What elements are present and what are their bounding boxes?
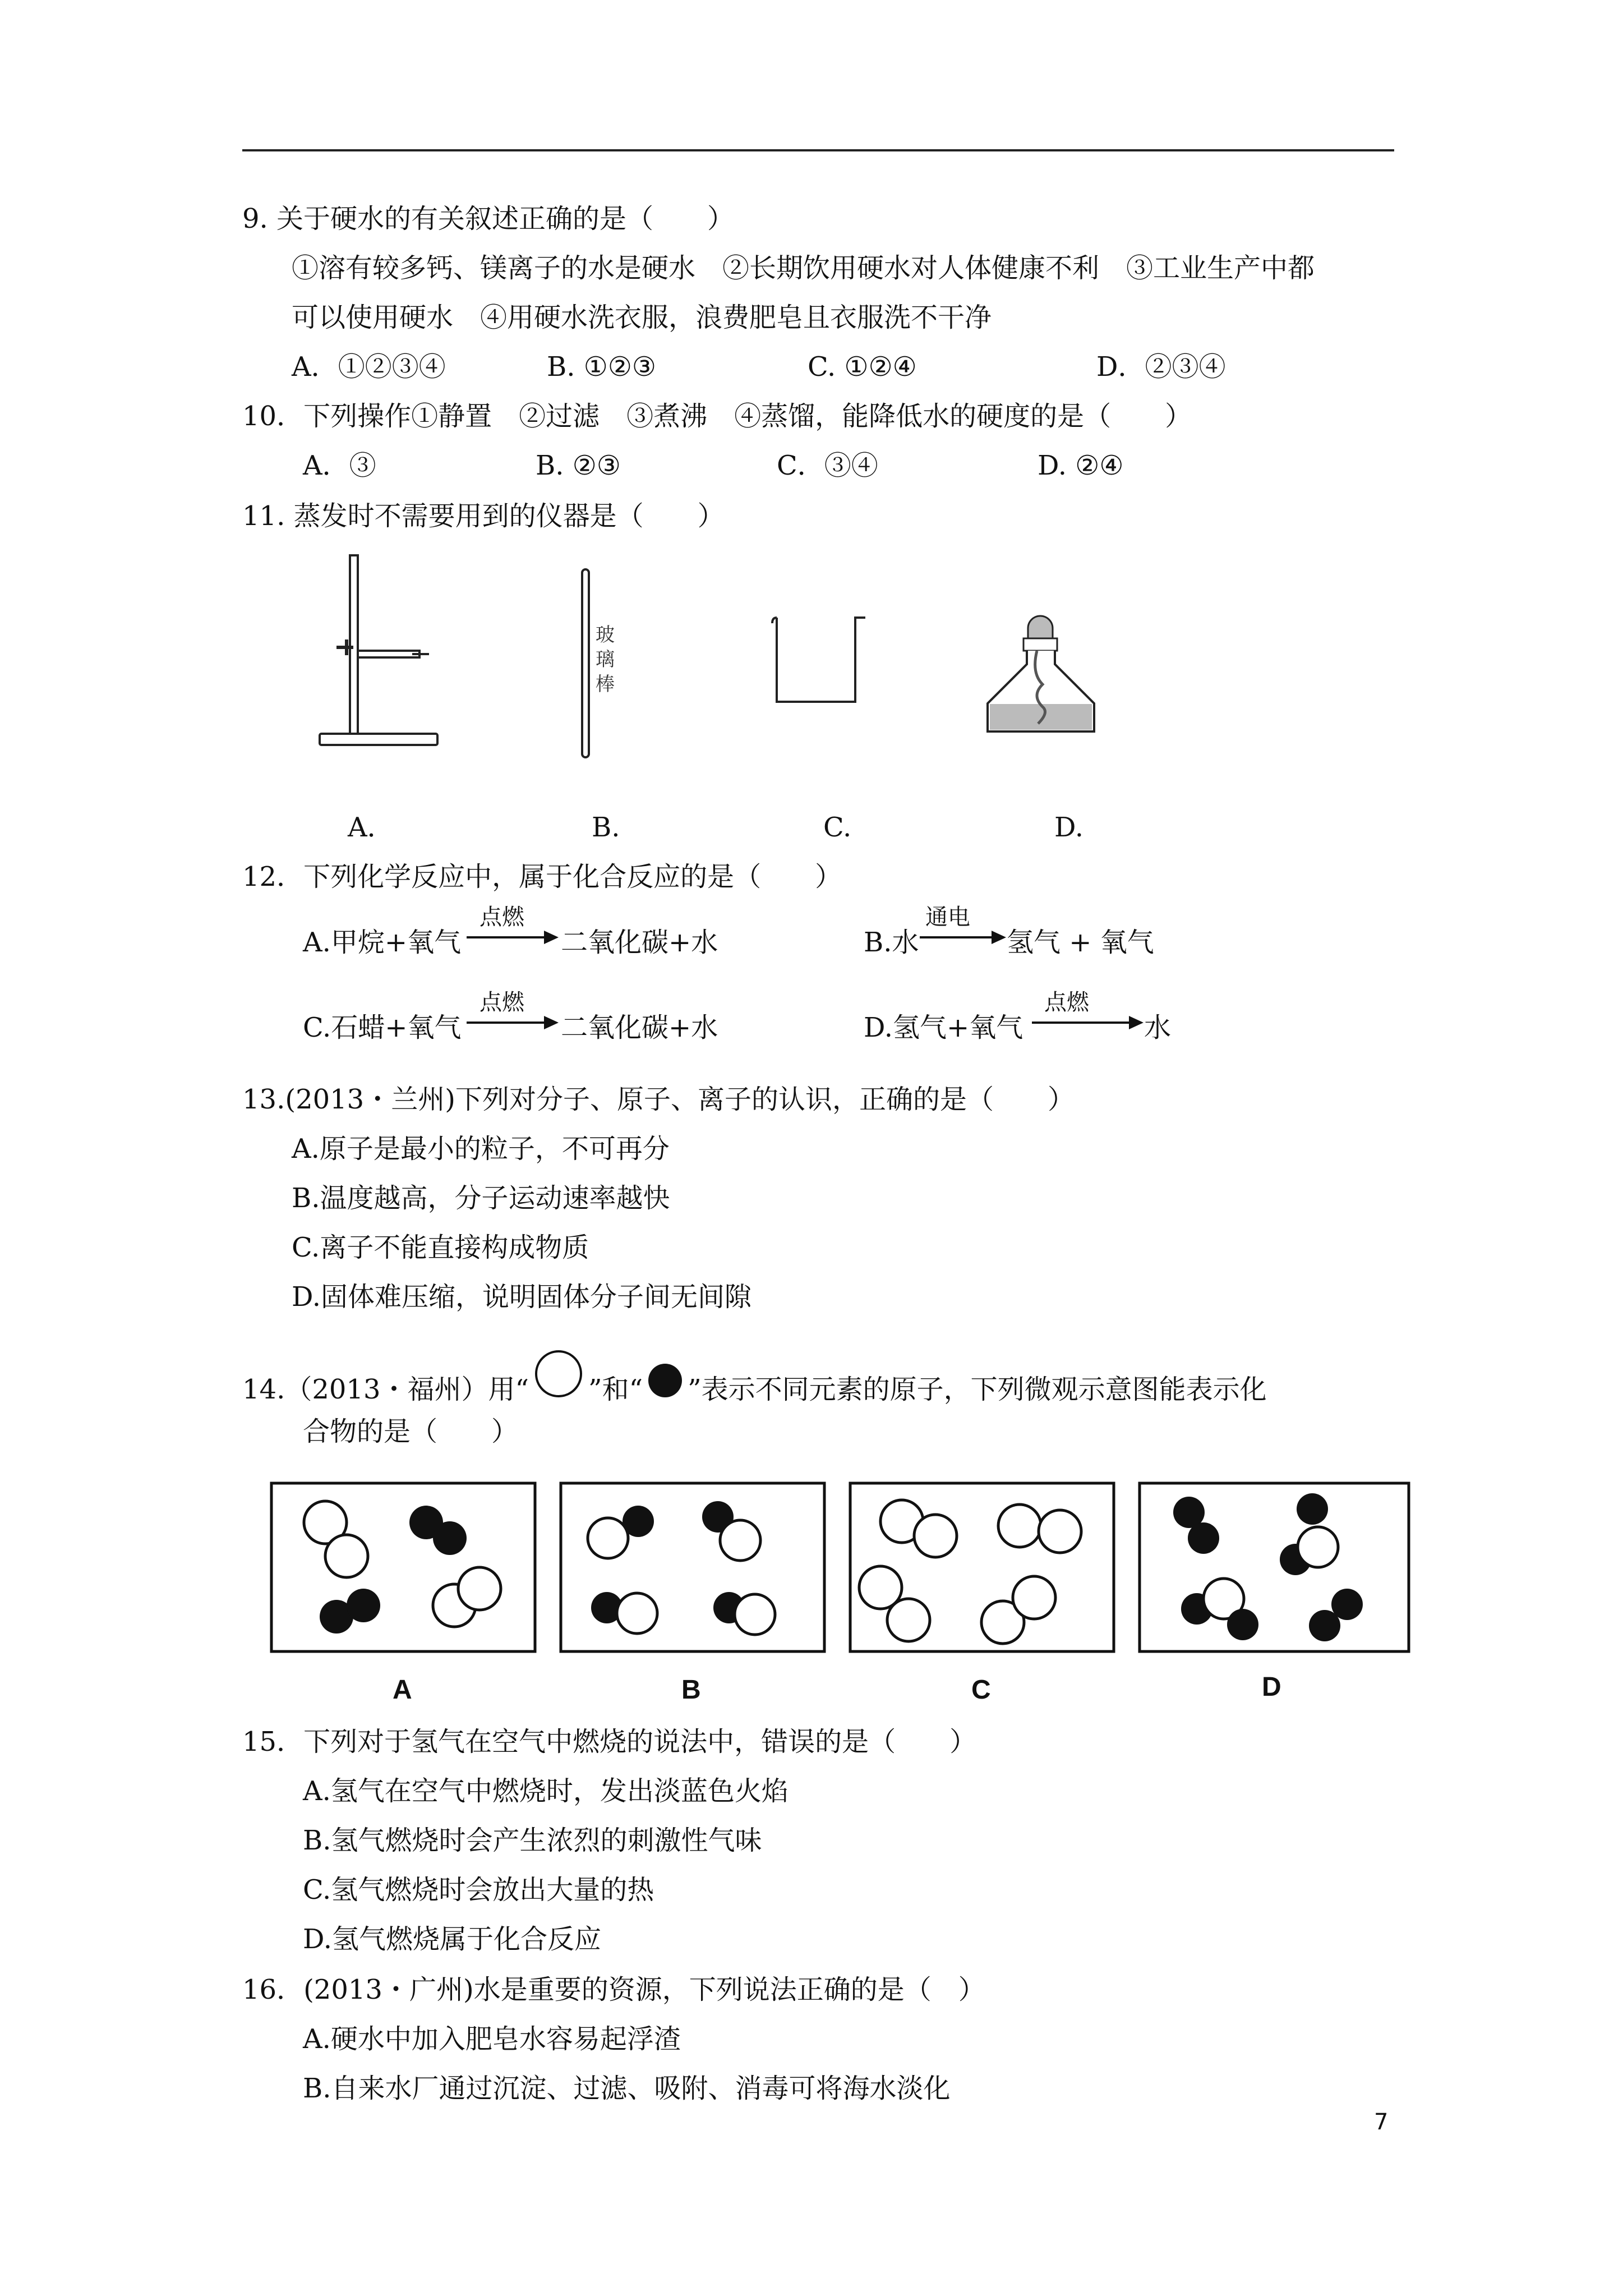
q12-b-left[interactable]: B.水 xyxy=(864,927,919,958)
q12-d-right: 水 xyxy=(1144,1012,1172,1043)
q15-stem: 15．下列对于氢气在空气中燃烧的说法中，错误的是（ ） xyxy=(242,1726,977,1757)
q14-box-label-d: D xyxy=(1262,1672,1281,1702)
iron-stand-figure xyxy=(314,555,449,757)
q14-box-label-c: C xyxy=(971,1675,991,1705)
q14-box-label-a: A xyxy=(393,1675,412,1705)
q16-option-b[interactable]: B.自来水厂通过沉淀、过滤、吸附、消毒可将海水淡化 xyxy=(303,2073,951,2104)
q10-option-b[interactable]: B. ②③ xyxy=(536,450,621,481)
q13-option-a[interactable]: A.原子是最小的粒子，不可再分 xyxy=(292,1133,670,1165)
q10-option-d[interactable]: D. ②④ xyxy=(1038,450,1124,481)
beaker-figure xyxy=(771,614,889,710)
q12-c-arrow xyxy=(467,1022,556,1024)
q14-box-label-b: B xyxy=(681,1675,701,1705)
q12-d-arrow xyxy=(1032,1022,1141,1024)
q13-option-d[interactable]: D.固体难压缩，说明固体分子间无间隙 xyxy=(292,1281,752,1313)
q9-stem: 9. 关于硬水的有关叙述正确的是（ ） xyxy=(242,203,735,234)
q12-c-right: 二氧化碳+水 xyxy=(561,1012,718,1043)
q12-stem: 12．下列化学反应中，属于化合反应的是（ ） xyxy=(242,861,842,892)
q9-option-b[interactable]: B. ①②③ xyxy=(547,351,656,383)
q14-box-a[interactable] xyxy=(271,1483,535,1651)
q14-stem-line2: 合物的是（ ） xyxy=(303,1416,519,1447)
q13-option-c[interactable]: C.离子不能直接构成物质 xyxy=(292,1232,589,1263)
q14-stem-part3: ”表示不同元素的原子，下列微观示意图能表示化 xyxy=(688,1374,1267,1405)
q14-stem-part1: 14.（2013・福州）用“ xyxy=(242,1374,529,1405)
q14-box-c[interactable] xyxy=(850,1483,1114,1651)
q11-label-c[interactable]: C. xyxy=(823,812,852,843)
q15-option-a[interactable]: A.氢气在空气中燃烧时，发出淡蓝色火焰 xyxy=(303,1775,789,1807)
q13-option-b[interactable]: B.温度越高，分子运动速率越快 xyxy=(292,1182,670,1214)
header-rule xyxy=(242,149,1394,151)
q10-option-c[interactable]: C．③④ xyxy=(777,450,878,481)
q12-c-condition: 点燃 xyxy=(479,990,524,1015)
q10-option-a[interactable]: A．③ xyxy=(303,450,376,481)
q9-option-d[interactable]: D．②③④ xyxy=(1096,351,1226,383)
q10-stem: 10．下列操作①静置 ②过滤 ③煮沸 ④蒸馏，能降低水的硬度的是（ ） xyxy=(242,401,1192,432)
q16-stem: 16．(2013・广州)水是重要的资源，下列说法正确的是（ ） xyxy=(242,1974,985,2005)
q11-stem: 11. 蒸发时不需要用到的仪器是（ ） xyxy=(242,500,725,532)
black-atom-legend-icon xyxy=(647,1363,683,1398)
q12-b-condition: 通电 xyxy=(925,904,970,930)
q11-label-d[interactable]: D. xyxy=(1054,812,1084,843)
q14-box-b[interactable] xyxy=(561,1483,824,1651)
q9-option-a[interactable]: A．①②③④ xyxy=(292,351,446,383)
q9-option-c[interactable]: C. ①②④ xyxy=(808,351,917,383)
q12-b-right: 氢气 + 氧气 xyxy=(1007,927,1154,958)
q12-d-left[interactable]: D.氢气+氧气 xyxy=(864,1012,1023,1043)
q12-a-right: 二氧化碳+水 xyxy=(561,927,718,958)
white-atom-legend-icon xyxy=(533,1349,584,1399)
q12-d-condition: 点燃 xyxy=(1044,990,1089,1015)
q12-c-left[interactable]: C.石蜡+氧气 xyxy=(303,1012,462,1043)
q14-stem xyxy=(242,1364,1267,1415)
q12-b-arrow xyxy=(920,936,1004,938)
q16-option-a[interactable]: A.硬水中加入肥皂水容易起浮渣 xyxy=(303,2023,681,2055)
q14-box-d[interactable] xyxy=(1140,1483,1409,1651)
q15-option-c[interactable]: C.氢气燃烧时会放出大量的热 xyxy=(303,1874,654,1906)
q9-line2: ①溶有较多钙、镁离子的水是硬水 ②长期饮用硬水对人体健康不利 ③工业生产中都 xyxy=(292,252,1315,284)
q12-a-arrow xyxy=(467,936,556,938)
q12-a-condition: 点燃 xyxy=(479,904,524,930)
q11-label-a[interactable]: A． xyxy=(348,812,394,843)
page-number: 7 xyxy=(1374,2109,1389,2135)
glass-rod-label: 玻璃棒 xyxy=(596,624,615,696)
alcohol-lamp-figure xyxy=(979,606,1102,740)
q11-label-b[interactable]: B. xyxy=(592,812,620,843)
q15-option-b[interactable]: B.氢气燃烧时会产生浓烈的刺激性气味 xyxy=(303,1825,762,1856)
q15-option-d[interactable]: D.氢气燃烧属于化合反应 xyxy=(303,1924,602,1955)
q12-a-left[interactable]: A.甲烷+氧气 xyxy=(303,927,462,958)
q13-stem: 13.(2013・兰州)下列对分子、原子、离子的认识，正确的是（ ） xyxy=(242,1084,1075,1115)
q9-line3: 可以使用硬水 ④用硬水洗衣服，浪费肥皂且衣服洗不干净 xyxy=(292,302,992,333)
q14-stem-part2: ”和“ xyxy=(588,1374,643,1405)
q14-diagram xyxy=(264,1475,1419,1711)
